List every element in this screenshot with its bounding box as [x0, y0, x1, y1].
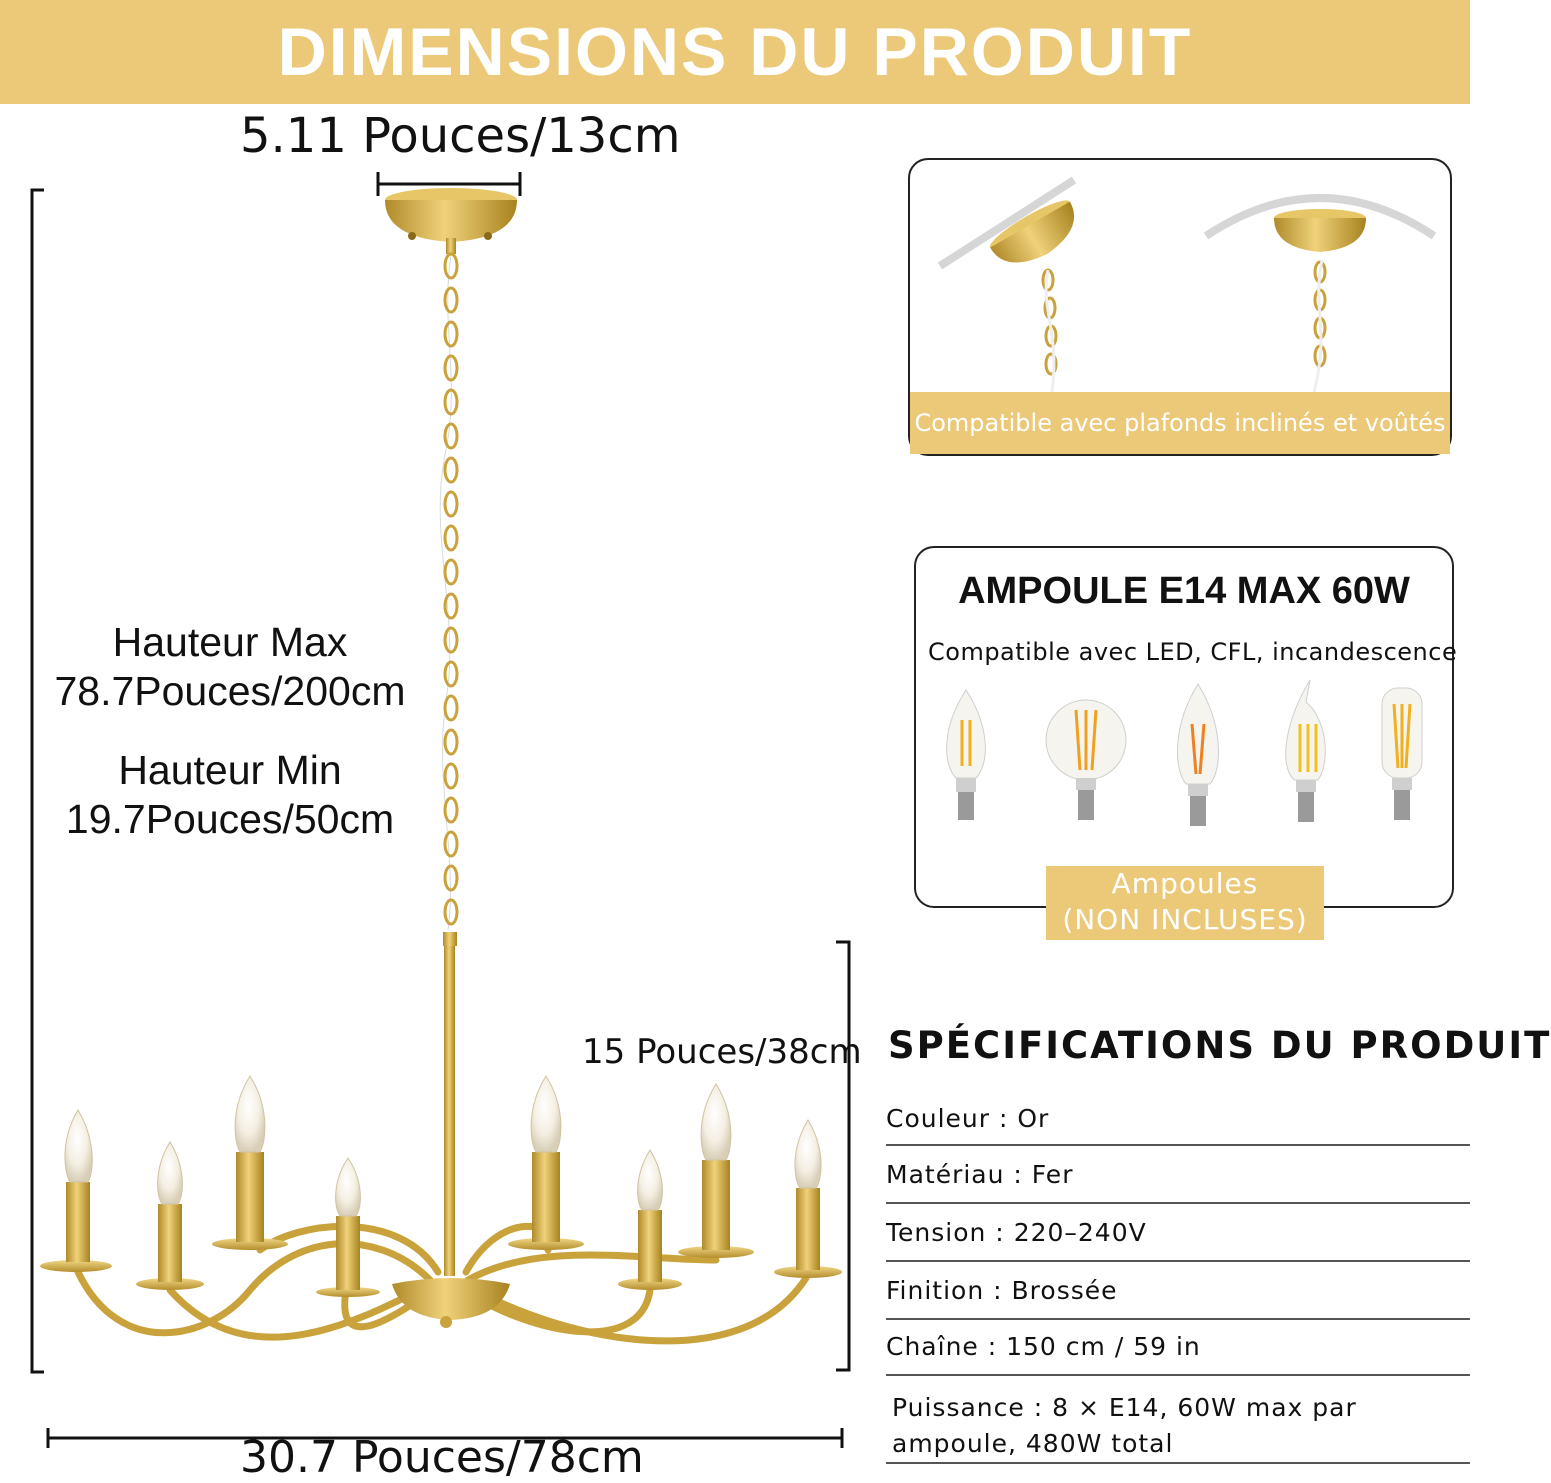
spec-value: 150 cm / 59 in: [1006, 1332, 1201, 1361]
spec-row-voltage: Tension : 220–240V: [886, 1218, 1470, 1262]
spec-label: Couleur: [886, 1104, 991, 1133]
downrod: [444, 946, 455, 1276]
ceiling-caption: Compatible avec plafonds inclinés et voûtés: [910, 392, 1450, 454]
spec-value: 220–240V: [1013, 1218, 1147, 1247]
overall-width-label: 30.7 Pouces/78cm: [240, 1432, 644, 1483]
bulb-info-card: [914, 546, 1458, 936]
height-min-block: [40, 746, 420, 844]
badge-line-2: (NON INCLUSES): [1062, 903, 1308, 936]
canopy: [385, 188, 517, 254]
bent-tip-bulb-icon: [1286, 680, 1326, 822]
globe-bulb-icon: [1046, 700, 1126, 820]
height-max-value: 78.7Pouces/200cm: [54, 668, 406, 715]
sloped-ceiling-icon: [910, 160, 1450, 392]
specifications-section: [886, 1024, 1551, 1458]
specifications-title: SPÉCIFICATIONS DU PRODUIT: [888, 1024, 1551, 1067]
spec-row-color: Couleur : Or: [886, 1104, 1470, 1146]
body-height-bracket: [836, 942, 849, 1370]
spec-row-finish: Finition : Brossée: [886, 1276, 1470, 1320]
bulb-types-row: [916, 680, 1452, 860]
canopy-width-label: 5.11 Pouces/13cm: [240, 108, 681, 164]
spec-value: Fer: [1031, 1160, 1074, 1189]
candle-bulb-icon: [947, 690, 986, 820]
spec-label: Chaîne: [886, 1332, 979, 1361]
tubular-bulb-icon: [1382, 688, 1422, 820]
height-max-block: [40, 618, 420, 716]
badge-line-1: Ampoules: [1111, 867, 1259, 900]
candle-1: [40, 1110, 112, 1272]
spec-label: Matériau: [886, 1160, 1005, 1189]
candle-3: [212, 1076, 288, 1250]
center-bowl: [392, 1278, 510, 1320]
page-title: DIMENSIONS DU PRODUIT: [277, 14, 1193, 90]
spec-label: Finition: [886, 1276, 985, 1305]
spec-row-power: Puissance : 8 × E14, 60W max par ampoule, 480W total: [886, 1390, 1470, 1464]
bulb-card-title: AMPOULE E14 MAX 60W: [958, 570, 1410, 612]
spec-row-chain: Chaîne : 150 cm / 59 in: [886, 1332, 1470, 1376]
height-min-value: 19.7Pouces/50cm: [65, 796, 395, 843]
body-height-label: 15 Pouces/38cm: [582, 1032, 862, 1072]
height-max-label: Hauteur Max: [112, 619, 348, 665]
height-min-label: Hauteur Min: [118, 747, 342, 793]
spec-label: Puissance: [892, 1393, 1025, 1422]
spec-value: Brossée: [1011, 1276, 1118, 1305]
candle-6: [618, 1150, 682, 1290]
spec-value: Or: [1017, 1104, 1050, 1133]
bulbs-not-included-badge: [1046, 866, 1324, 940]
spec-row-material: Matériau : Fer: [886, 1160, 1470, 1204]
spec-value: 8 × E14, 60W max par ampoule, 480W total: [892, 1393, 1357, 1458]
ceiling-compatibility-card: [908, 158, 1452, 456]
candle-8: [774, 1120, 842, 1278]
spec-label: Tension: [886, 1218, 987, 1247]
flame-tip-bulb-icon: [1177, 684, 1218, 826]
bulb-card-subtitle: Compatible avec LED, CFL, incandescence: [928, 638, 1458, 666]
candle-7: [678, 1084, 754, 1258]
candle-2: [136, 1142, 204, 1290]
